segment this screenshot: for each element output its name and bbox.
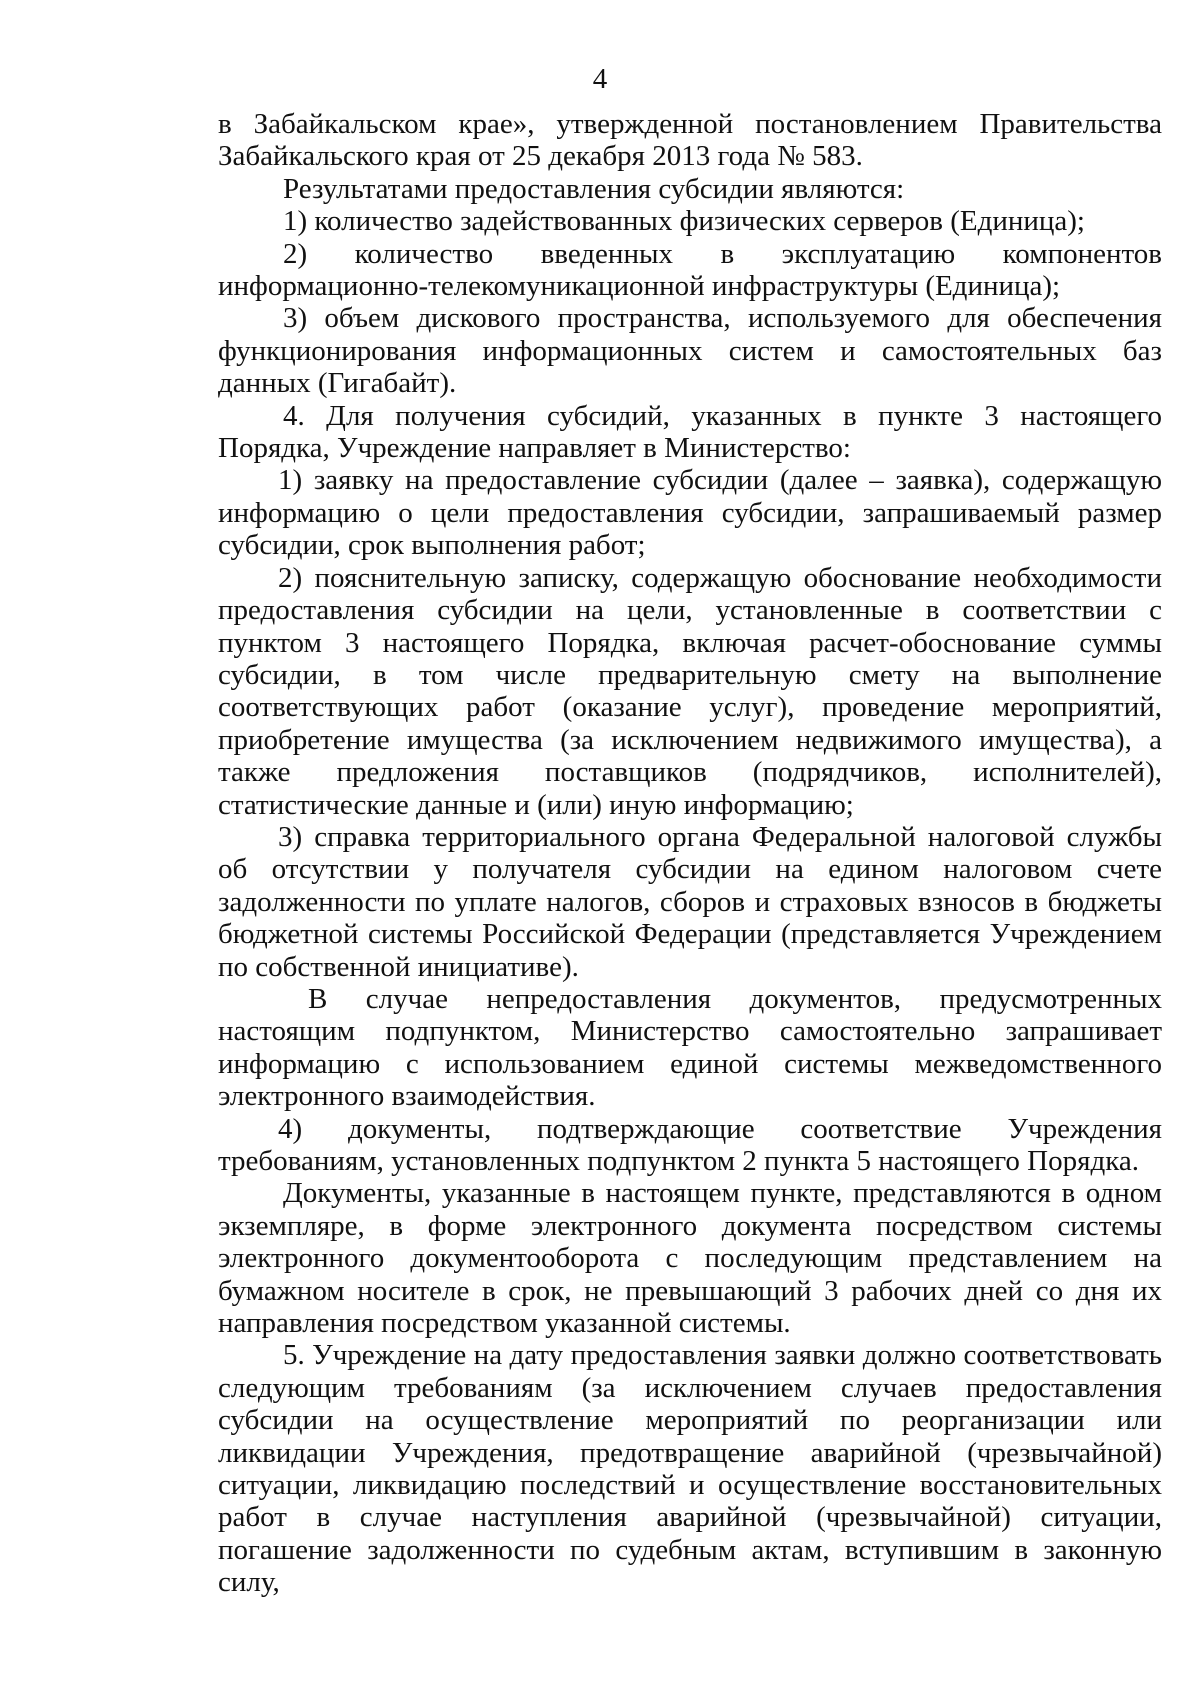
paragraph: В случае непредоставления документов, предусмотренных настоящим подпунктом, Министерство самостоятельно запрашивает информацию с использованием единой системы межведомственного электронного взаимодействия. — [218, 982, 1162, 1113]
list-item: 3) справка территориального органа Федеральной налоговой службы об отсутствии у получателя субсидии на едином налоговом счете задолженности по уплате налогов, сборов и страховых взносов в бюджеты бюджетной системы Российской Федерации (представляется Учреждением по собственной инициативе). — [218, 820, 1162, 983]
paragraph: 4. Для получения субсидий, указанных в пункте 3 настоящего Порядка, Учреждение направляет в Министерство: — [218, 399, 1162, 465]
list-item: 2) пояснительную записку, содержащую обоснование необходимости предоставления субсидии на цели, установленные в соответствии с пунктом 3 настоящего Порядка, включая расчет-обоснование суммы субсидии, в том числе предварительную смету на выполнение соответствующих работ (оказание услуг), проведение мероприятий, приобретение имущества (за исключением недвижимого имущества), а также предложения поставщиков (подрядчиков, исполнителей), статистические данные и (или) иную информацию; — [218, 561, 1162, 821]
paragraph: Документы, указанные в настоящем пункте, представляются в одном экземпляре, в форме электронного документа посредством системы электронного документооборота с последующим представлением на бумажном носителе в срок, не превышающий 3 рабочих дней со дня их направления посредством указанной системы. — [218, 1177, 1162, 1340]
paragraph: 5. Учреждение на дату предоставления заявки должно соответствовать следующим требованиям (за исключением случаев предоставления субсидии на осуществление мероприятий по реорганизации или ликвидации Учреждения, предотвращение аварийной (чрезвычайной) ситуации, ликвидацию последствий и осуществление восстановительных работ в случае наступления аварийной (чрезвычайной) ситуации, погашение задолженности по судебным актам, вступившим в законную силу, — [218, 1339, 1162, 1599]
paragraph: Результатами предоставления субсидии являются: — [283, 172, 905, 205]
list-item: 1) заявку на предоставление субсидии (далее – заявка), содержащую информацию о цели предоставления субсидии, запрашиваемый размер субсидии, срок выполнения работ; — [218, 464, 1162, 562]
paragraph: в Забайкальском крае», утвержденной постановлением Правительства Забайкальского края от 25 декабря 2013 года № 583. — [218, 108, 1162, 173]
page-number: 4 — [592, 63, 608, 95]
list-item: 4) документы, подтверждающие соответствие Учреждения требованиям, установленных подпунктом 2 пункта 5 настоящего Порядка. — [218, 1112, 1162, 1177]
list-item: 1) количество задействованных физических серверов (Единица); — [283, 205, 1085, 238]
document-body — [218, 108, 1162, 1599]
list-item: 2) количество введенных в эксплуатацию компонентов информационно-телекомуникационной инфраструктуры (Единица); — [218, 237, 1162, 303]
list-item: 3) объем дискового пространства, используемого для обеспечения функционирования информационных систем и самостоятельных баз данных (Гигабайт). — [218, 302, 1162, 400]
